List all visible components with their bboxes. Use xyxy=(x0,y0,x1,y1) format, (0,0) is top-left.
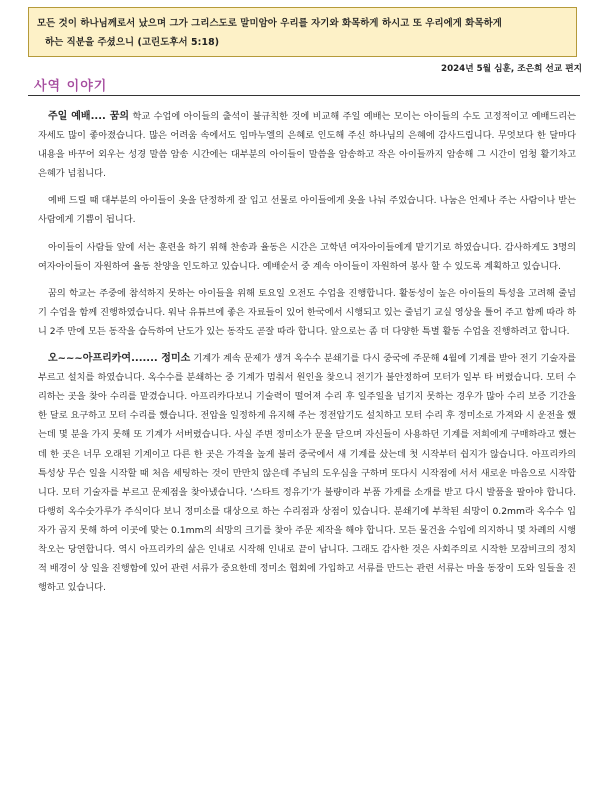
paragraph-clothes xyxy=(38,191,576,229)
paragraph-praise-leaders xyxy=(38,238,576,276)
letter-date-author: 2024년 5월 심훈, 조은희 선교 편지 xyxy=(441,64,582,74)
paragraph-sunday-worship xyxy=(38,107,576,183)
section-title: 사역 이야기 xyxy=(34,79,108,94)
section-divider xyxy=(28,95,580,96)
letter-body xyxy=(38,107,576,605)
paragraph-lead: 오~~~아프리카여....... 정미소 xyxy=(48,353,191,365)
paragraph-text: 꿈의 학교는 주중에 참석하지 못하는 아이들을 위해 토요일 오전도 수업을 진행합니다. 활동성이 높은 아이들의 특성을 고려해 줄넘기 수업을 함께 진행하였습니다. 워낙 유튜브에 좋은 자료들이 있어 한국에서 시행되고 있는 줄넘기 교실 영상을 틀어 주고 함께 따라 하니 2주 만에 모든 동작을 습득하여 난도가 있는 동작도 곧잘 따라 합니다. 앞으로는 좀 더 다양한 특별 활동 수업을 진행하려고 합니다. xyxy=(38,287,576,337)
paragraph-text: 아이들이 사람들 앞에 서는 훈련을 하기 위해 찬송과 율동은 시간은 고학년 여자아이들에게 맡기기로 하였습니다. 감사하게도 3명의 여자아이들이 자원하여 율동 찬양을 인도하고 있습니다. 예배순서 중 계속 아이들이 자원하여 봉사 할 수 있도록 계획하고 있습니다. xyxy=(38,241,576,272)
paragraph-mill xyxy=(38,349,576,597)
scripture-banner xyxy=(28,7,577,57)
paragraph-text: 학교 수업에 아이들의 출석이 불규칙한 것에 비교해 주일 예배는 모이는 아이들의 수도 고정적이고 예배드리는 자세도 많이 좋아졌습니다. 많은 어려움 속에서도 임마누엘의 은혜로 인도해 주신 하나님의 은혜에 감사드립니다. 무엇보다 한 달마다 내용을 바꾸어 외우는 성경 말씀 암송 시간에는 대부분의 아이들이 말씀을 암송하고 작은 아이들까지 암송해 그 시간이 엄청 활기차고 은혜가 넘칩니다. xyxy=(38,111,577,180)
paragraph-saturday-class xyxy=(38,284,576,341)
scripture-line-2: 하는 직분을 주셨으니 (고린도후서 5:18) xyxy=(45,37,220,48)
paragraph-text: 기계가 계속 문제가 생겨 옥수수 분쇄기를 다시 중국에 주문해 4월에 기계를 받아 전기 기술자를 부르고 설치를 하였습니다. 옥수수를 분쇄하는 중 기계가 멈춰서 원인을 찾으니 전기가 불안정하여 모터가 일부 타 버렸습니다. 모터 수리하는 곳을 찾아 수리를 맡겼습니다. 아프리카다보니 기술력이 떨어져 수리 후 일주일을 넘기지 못하는 경우가 많아 수리 보증 기간을 한 달로 요구하고 모터 수리를 했습니다. 전압을 일정하게 유지해 주는 정전압기도 설치하고 모터 수리 후 정미소로 가져와 시 운전을 했는데 몇 분을 가지 못해 또 기계가 서버렸습니다. 사실 주변 정미소가 문을 닫으며 자신들이 사용하던 기계를 저희에게 구매하라고 했는데 한 곳은 너무 오래된 기계이고 다른 한 곳은 가격을 높게 불러 중국에서 새 기계를 샀는데 첫 시작부터 쉽지가 않습니다. 아프리카의 특성상 무슨 일을 시작할 때 처음 세팅하는 것이 만만치 않은데 주님의 도우심을 구하며 또다시 시작점에 서서 새로운 마음으로 시작합니다. 모터 기술자를 부르고 문제점을 찾아냈습니다. '스타트 정유기'가 불량이라 부품 가게를 소개를 받고 다시 발품을 팔아야 합니다. 다행히 옥수숫가루가 주식이다 보니 정미소를 대상으로 하는 수리점과 상점이 있습니다. 분쇄기에 부착된 쇠망이 0.2mm라 옥수수 입자가 곱지 못해 하여 이곳에 맞는 0.1mm의 쇠망의 크기를 찾아 주문 제작을 해야 합니다. 모든 물건을 수입에 의지하니 몇 차례의 시행착오는 당연합니다. 역시 아프리카의 삶은 인내로 시작해 인내로 끝이 납니다. 그래도 감사한 것은 사회주의로 시작한 모잠비크의 정치적 배경이 상 일을 진행함에 있어 관련 서류가 중요한데 정미소 협회에 가입하고 서류를 만드는 관련 서류는 마을 동장이 도와 일들을 진행하고 있습니다. xyxy=(38,353,576,594)
paragraph-lead: 주일 예배.... 꿈의 xyxy=(48,111,130,122)
scripture-line-1: 모든 것이 하나님께로서 났으며 그가 그리스도로 말미암아 우리를 자기와 화목하게 하시고 또 우리에게 화목하게 xyxy=(37,18,502,29)
paragraph-text: 예배 드릴 때 대부분의 아이들이 옷을 단정하게 잘 입고 선물로 아이들에게 옷을 나눠 주었습니다. 나눔은 언제나 주는 사람이나 받는 사람에게 기쁨이 됩니다. xyxy=(38,195,576,226)
